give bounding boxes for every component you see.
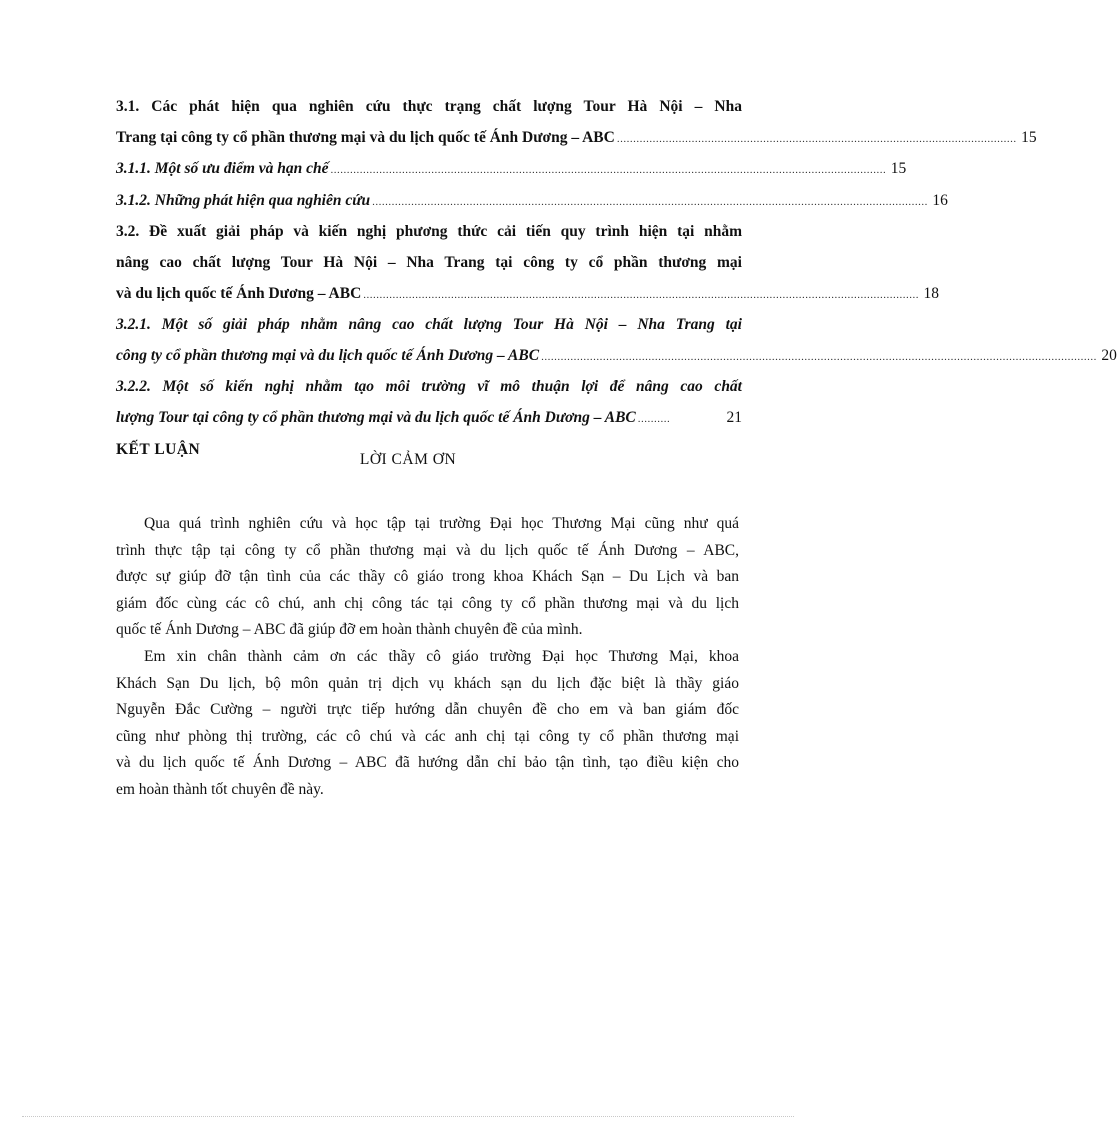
toc-entry-3-2-2[interactable] bbox=[116, 372, 742, 434]
toc-line: và du lịch quốc tế Ánh Dương – ABC bbox=[116, 284, 362, 302]
toc-entry-3-1[interactable] bbox=[116, 92, 1037, 154]
paragraph-line: giám đốc cùng các cô chú, anh chị công tác tại công ty cổ phần thương mại và du lịch bbox=[116, 594, 739, 612]
paragraph-line: trình thực tập tại công ty cổ phần thương mại và du lịch quốc tế Ánh Dương – ABC, bbox=[116, 541, 739, 559]
toc-page-number: 15 bbox=[1021, 128, 1037, 146]
paragraph-line: em hoàn thành tốt chuyên đề này. bbox=[116, 780, 324, 798]
paragraph-line: và du lịch quốc tế Ánh Dương – ABC đã hướng dẫn chỉ bảo tận tình, tạo điều kiện cho bbox=[116, 754, 739, 772]
toc-page-number: 20 bbox=[1101, 346, 1117, 364]
toc-line: 3.2.1. Một số giải pháp nhằm nâng cao chất lượng Tour Hà Nội – Nha Trang tại bbox=[116, 316, 742, 334]
toc-line: 3.2. Đề xuất giải pháp và kiến nghị phương thức cải tiến quy trình hiện tại nhằm bbox=[116, 223, 742, 241]
paragraph-line: được sự giúp đỡ tận tình của các thầy cô giáo trong khoa Khách Sạn – Du Lịch và ban bbox=[116, 568, 739, 586]
acknowledgement-body bbox=[116, 511, 739, 804]
paragraph bbox=[116, 511, 739, 644]
dot-leader: .......... bbox=[637, 412, 671, 425]
toc-line: lượng Tour tại công ty cổ phần thương mại và du lịch quốc tế Ánh Dương – ABC bbox=[116, 408, 636, 426]
toc-page-number: 21 bbox=[726, 408, 742, 426]
toc-line: nâng cao chất lượng Tour Hà Nội – Nha Trang tại công ty cổ phần thương mại bbox=[116, 253, 742, 271]
dot-leader: ........................................................................................................................................................................... bbox=[541, 350, 1097, 363]
paragraph-line: Nguyễn Đắc Cường – người trực tiếp hướng dẫn chuyên đề cho em và ban giám đốc bbox=[116, 701, 739, 719]
paragraph-line: quốc tế Ánh Dương – ABC đã giúp đỡ em hoàn thành chuyên đề của mình. bbox=[116, 621, 583, 639]
toc-entry-3-2-1[interactable] bbox=[116, 310, 1117, 372]
toc-entry-3-1-1[interactable] bbox=[116, 154, 907, 186]
toc-entry-3-2[interactable] bbox=[116, 217, 940, 310]
dot-leader: ........................................................................................................................................................................... bbox=[363, 288, 920, 301]
toc-entry-conclusion[interactable]: KẾT LUẬN bbox=[116, 440, 201, 458]
paragraph-line: Qua quá trình nghiên cứu và học tập tại trường Đại học Thương Mại cũng như quá bbox=[144, 515, 739, 532]
page-bottom-divider bbox=[22, 1116, 794, 1117]
toc-page-number: 15 bbox=[890, 160, 907, 178]
acknowledgement-title: LỜI CẢM ƠN bbox=[359, 451, 457, 468]
toc-line: Trang tại công ty cổ phần thương mại và du lịch quốc tế Ánh Dương – ABC bbox=[116, 128, 615, 146]
toc-page-number: 18 bbox=[923, 284, 940, 302]
paragraph-line: Khách Sạn Du lịch, bộ môn quản trị dịch vụ khách sạn du lịch đặc biệt là thầy giáo bbox=[116, 674, 739, 692]
dot-leader: ........................................................................................................................................................................... bbox=[330, 164, 887, 177]
dot-leader: ........................................................................................................................................................................... bbox=[372, 195, 928, 208]
dot-leader: ........................................................................................................................... bbox=[616, 132, 1017, 145]
toc-page-number: 16 bbox=[932, 191, 948, 209]
toc-line: công ty cổ phần thương mại và du lịch quốc tế Ánh Dương – ABC bbox=[116, 346, 540, 364]
paragraph bbox=[116, 644, 739, 804]
toc-line: 3.1.2. Những phát hiện qua nghiên cứu bbox=[116, 191, 371, 209]
toc-line: 3.1. Các phát hiện qua nghiên cứu thực trạng chất lượng Tour Hà Nội – Nha bbox=[116, 98, 742, 115]
paragraph-line: cũng như phòng thị trường, các cô chú và các anh chị tại công ty cổ phần thương mại bbox=[116, 727, 739, 745]
toc-entry-3-1-2[interactable] bbox=[116, 186, 948, 218]
paragraph-line: Em xin chân thành cảm ơn các thầy cô giáo trường Đại học Thương Mại, khoa bbox=[144, 647, 739, 665]
toc-line: 3.1.1. Một số ưu điểm và hạn chế bbox=[116, 160, 329, 178]
table-of-contents bbox=[116, 92, 1117, 465]
toc-line: 3.2.2. Một số kiến nghị nhằm tạo môi trường vĩ mô thuận lợi để nâng cao chất bbox=[116, 378, 742, 396]
